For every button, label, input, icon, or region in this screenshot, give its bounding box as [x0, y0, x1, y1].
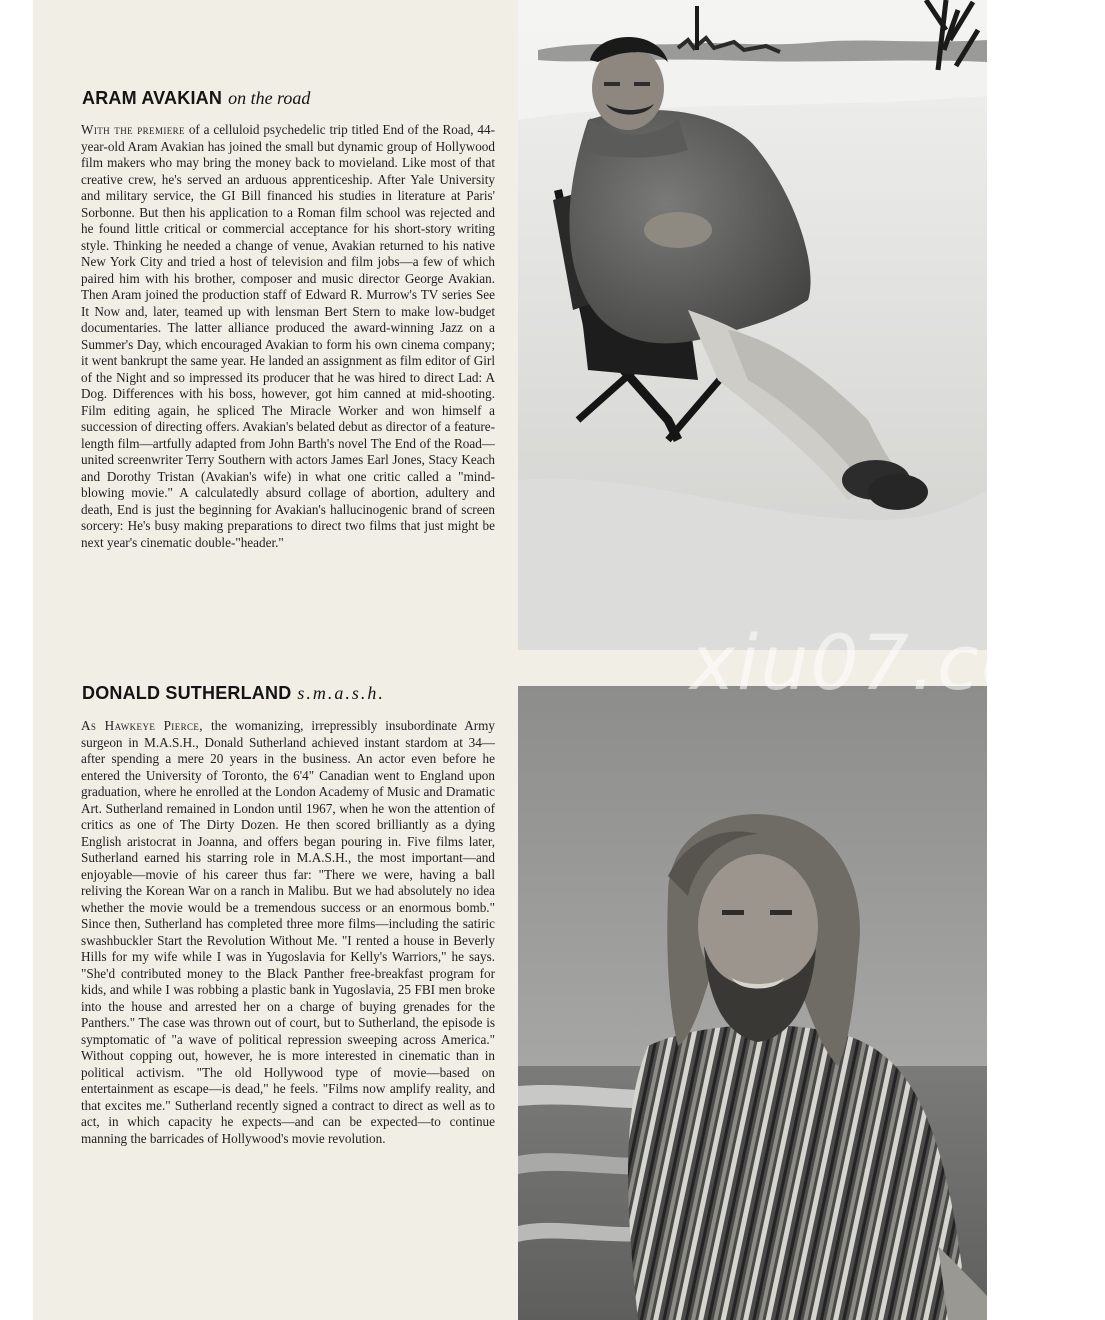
article-heading-sutherland [82, 683, 385, 704]
watermark-text: xiu07.com [690, 618, 1105, 707]
article-subtitle: s.m.a.s.h. [297, 683, 385, 703]
article-name: ARAM AVAKIAN [82, 88, 223, 108]
article-body-avakian [81, 122, 495, 551]
article-subtitle: on the road [228, 88, 311, 108]
article-heading-avakian [82, 88, 310, 109]
article-body-sutherland [81, 718, 495, 1147]
article-text: the womanizing, irrepressibly insubordinate Army surgeon in M.A.S.H., Donald Sutherland achieved instant stardom at 34—after spending a mere 20 years in the business. An actor even before he entered the University of Toronto, the 6'4" Canadian went to England upon graduation, where he enrolled at the London Academy of Music and Dramatic Art. Sutherland remained in London until 1967, when he won the attention of critics as one of The Dirty Dozen. He then scored brilliantly as a dying English aristocrat in Joanna, and offers began pouring in. Five films later, Sutherland earned his starring role in M.A.S.H., the most important—and enjoyable—movie of his career thus far: "There we were, having a ball reliving the Korean War on a ranch in Malibu. But we had absolutely no idea whether the movie would be a tremendous success or an enormous bomb." Since then, Sutherland has completed three more films—including the satiric swashbuckler Start the Revolution Without Me. "I rented a house in Beverly Hills for my wife while I was in Yugoslavia for Kelly's Warriors," he says. "She'd contributed money to the Black Panther free-breakfast program for kids, and while I was robbing a plastic bank in Yugoslavia, 25 FBI men broke into the house and arrested her on a charge of buying grenades for the Panthers." The case was thrown out of court, but to Sutherland, the episode is symptomatic of "a wave of political repression sweeping across America." Without copping out, however, he is more interested in cinematic than in political activism. "The old Hollywood type of movie—based on entertainment as escape—is dead," he feels. "Films now amplify reality, and that excites me." Sutherland recently signed a contract to direct as well as to act, in which capacity he expects—and can be expected—to continue manning the barricades of Hollywood's movie revolution. [81, 718, 496, 1146]
lead-in: With the premiere [81, 122, 185, 137]
article-text: of a celluloid psychedelic trip titled End of the Road, 44-year-old Aram Avakian has joined the small but dynamic group of Hollywood film makers who may bring the money back to movieland. Like most of that creative crew, he's served an arduous apprenticeship. After Yale University and military service, the GI Bill financed his studies in literature at Paris' Sorbonne. But then his application to a Roman film school was rejected and he found little critical or commercial acceptance for his short-story writing style. Thinking he needed a change of venue, Avakian returned to his native New York City and tried a host of television and film jobs—a few of which paired him with his brother, composer and music director George Avakian. Then Aram joined the production staff of Edward R. Murrow's TV series See It Now and, later, teamed up with lensman Bert Stern to make low-budget documentaries. The latter alliance produced the award-winning Jazz on a Summer's Day, which encouraged Avakian to form his own cinema company; it went bankrupt the same year. He landed an assignment as film editor of Girl of the Night and so impressed its producer that he was hired to direct Lad: A Dog. Differences with his boss, however, got him canned at mid-shooting. Film editing again, he spliced The Miracle Worker and won himself a succession of directing offers. Avakian's belated debut as director of a feature-length film—artfully adapted from John Barth's novel The End of the Road—united screenwriter Terry Southern with actors James Earl Jones, Stacy Keach and Dorothy Tristan (Avakian's wife) in what one critic called a "mind-blowing movie." A calculatedly absurd collage of abortion, adultery and death, End is just the beginning for Avakian's hallucinogenic brand of screen sorcery: He's busy making preparations to direct two films that just might be next year's cinematic double-"header." [81, 122, 496, 550]
photo-avakian-in-snow [518, 0, 987, 650]
article-name: DONALD SUTHERLAND [82, 683, 292, 703]
photo-sutherland-on-beach [518, 686, 987, 1320]
lead-in: As Hawkeye Pierce, [81, 718, 204, 733]
